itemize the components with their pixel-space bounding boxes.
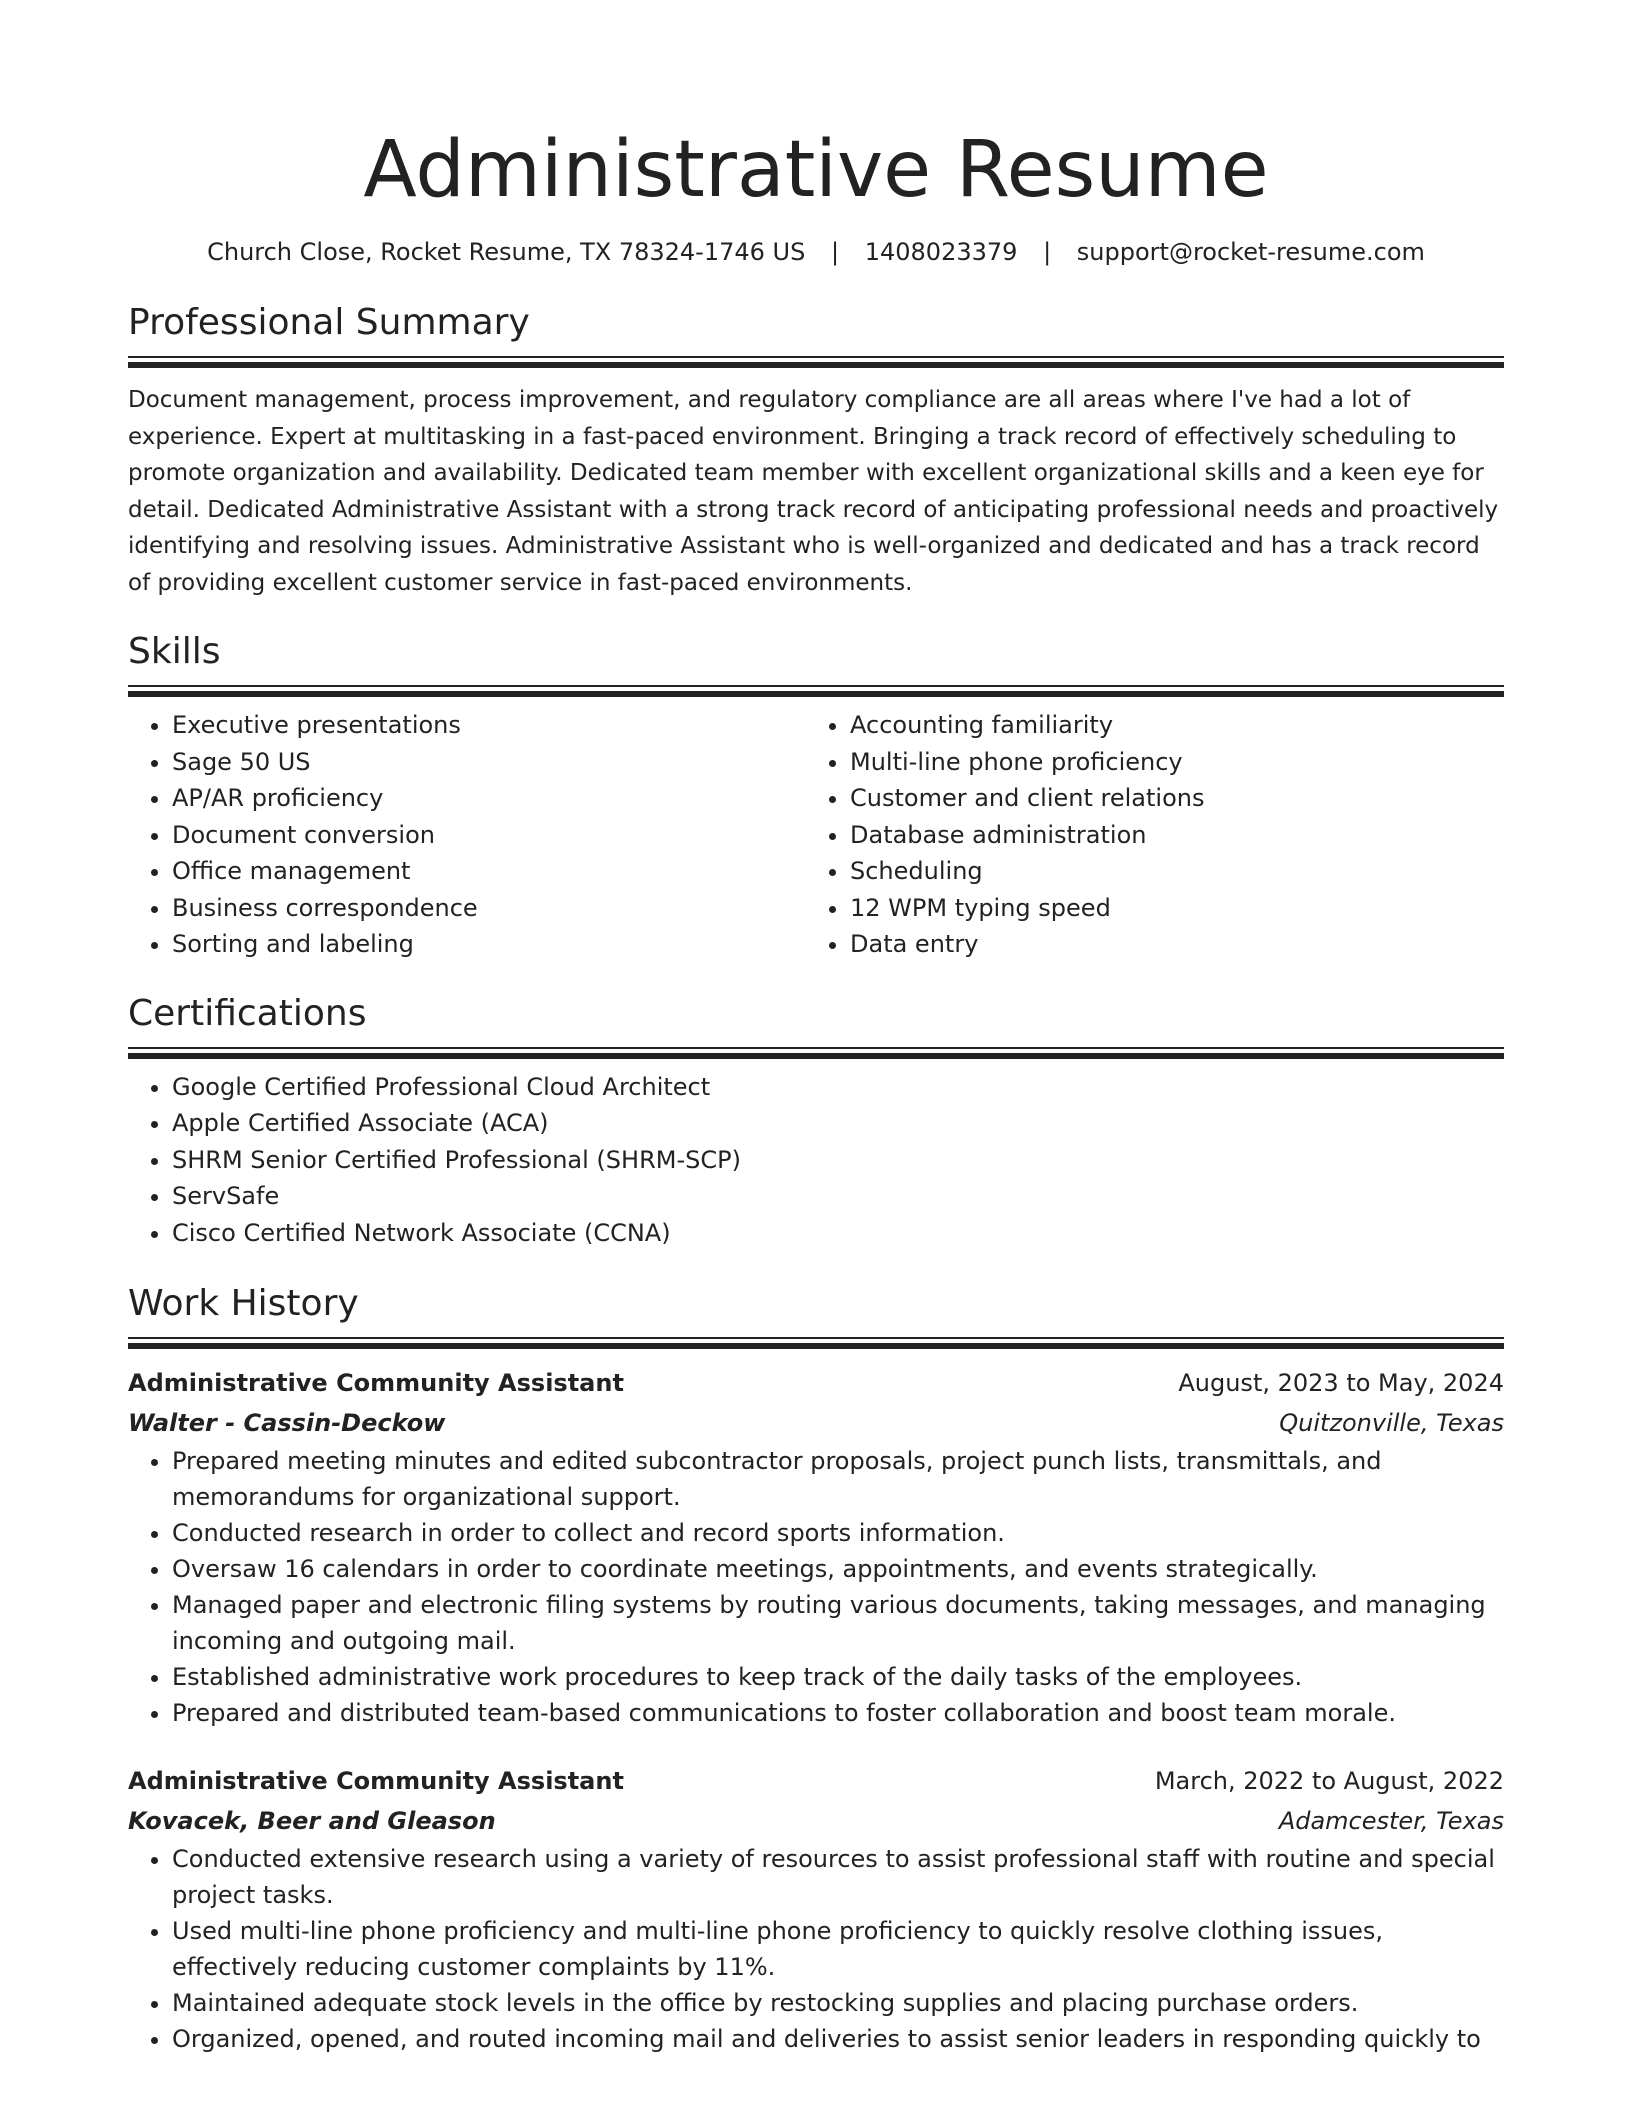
summary-title: Professional Summary — [128, 302, 530, 343]
job-location: Adamcester, Texas — [1278, 1807, 1504, 1835]
job-dates: March, 2022 to August, 2022 — [1154, 1767, 1504, 1795]
work-history-section — [128, 1281, 1504, 2057]
job-duty: • Established administrative work procedures to keep track of the daily tasks of the employees. — [172, 1659, 1504, 1695]
skill-item: • Executive presentations — [172, 707, 806, 744]
certification-item: • ServSafe — [172, 1178, 1504, 1215]
job-duty: • Oversaw 16 calendars in order to coordinate meetings, appointments, and events strategically. — [172, 1551, 1504, 1587]
certification-item: • Cisco Certified Network Associate (CCNA) — [172, 1215, 1504, 1252]
job-duty: • Used multi-line phone proficiency and multi-line phone proficiency to quickly resolve clothing issues, effectively reducing customer complaints by 11%. — [172, 1913, 1504, 1985]
contact-address: Church Close, Rocket Resume, TX 78324-1746 US — [207, 238, 806, 266]
section-divider — [128, 1337, 1504, 1339]
job-header — [128, 1761, 1504, 1801]
certification-item: • Google Certified Professional Cloud Architect — [172, 1069, 1504, 1106]
certifications-title: Certifications — [128, 992, 367, 1034]
skill-item: • Data entry — [850, 926, 1484, 963]
skill-item: • Accounting familiarity — [850, 707, 1484, 744]
job-duty: • Prepared meeting minutes and edited subcontractor proposals, project punch lists, transmittals, and memorandums for organizational support. — [172, 1443, 1504, 1515]
skills-column-left — [128, 707, 806, 963]
job-duties-list — [128, 1841, 1504, 2057]
job-title: Administrative Community Assistant — [128, 1369, 624, 1397]
skill-item: • Business correspondence — [172, 890, 806, 927]
job-company: Walter - Cassin-Deckow — [128, 1409, 446, 1437]
summary-text: Document management, process improvement, and regulatory compliance are all areas where I've had a lot of experience. Expert at multitasking in a fast-paced environment. Bringing a track record of effectively scheduling to promote organization and availability. Dedicated team member with excellent organizational skills and a keen eye for detail. Dedicated Administrative Assistant with a strong track record of anticipating professional needs and proactively identifying and resolving issues. Administrative Assistant who is well-organized and dedicated and has a track record of providing excellent customer service in fast-paced environments. — [128, 387, 1499, 596]
contact-line — [128, 236, 1504, 268]
job-location: Quitzonville, Texas — [1279, 1409, 1504, 1437]
job-duty: • Organized, opened, and routed incoming mail and deliveries to assist senior leaders in responding quickly to — [172, 2021, 1504, 2057]
contact-separator: | — [830, 238, 840, 266]
job-duty: • Maintained adequate stock levels in the office by restocking supplies and placing purchase orders. — [172, 1985, 1504, 2021]
job-entry — [128, 1761, 1504, 2057]
skills-title: Skills — [128, 631, 221, 672]
job-dates: August, 2023 to May, 2024 — [1178, 1369, 1504, 1397]
certification-item: • SHRM Senior Certified Professional (SHRM-SCP) — [172, 1142, 1504, 1179]
skill-item: • Sage 50 US — [172, 744, 806, 781]
section-divider — [128, 691, 1504, 697]
job-duty: • Managed paper and electronic filing systems by routing various documents, taking messages, and managing incoming and outgoing mail. — [172, 1587, 1504, 1659]
skill-item: • Document conversion — [172, 817, 806, 854]
skills-list-left — [128, 707, 806, 963]
job-duty: • Conducted research in order to collect and record sports information. — [172, 1515, 1504, 1551]
resume-page — [128, 0, 1504, 2057]
job-subheader — [128, 1403, 1504, 1443]
skills-list-right — [806, 707, 1484, 963]
resume-name: Administrative Resume — [363, 125, 1269, 215]
skill-item: • Database administration — [850, 817, 1484, 854]
job-title: Administrative Community Assistant — [128, 1767, 624, 1795]
section-divider — [128, 356, 1504, 358]
certification-item: • Apple Certified Associate (ACA) — [172, 1105, 1504, 1142]
section-divider — [128, 362, 1504, 368]
skill-item: • Sorting and labeling — [172, 926, 806, 963]
certifications-section — [128, 991, 1504, 1252]
skills-section — [128, 629, 1504, 963]
contact-phone: 1408023379 — [864, 238, 1018, 266]
job-subheader — [128, 1801, 1504, 1841]
skills-column-right — [806, 707, 1484, 963]
skill-item: • Customer and client relations — [850, 780, 1484, 817]
section-divider — [128, 1343, 1504, 1349]
work-history-title: Work History — [128, 1283, 359, 1324]
skill-item: • AP/AR proficiency — [172, 780, 806, 817]
section-divider — [128, 685, 1504, 687]
job-duty: • Prepared and distributed team-based communications to foster collaboration and boost team morale. — [172, 1695, 1504, 1731]
skill-item: • 12 WPM typing speed — [850, 890, 1484, 927]
skill-item: • Scheduling — [850, 853, 1484, 890]
skill-item: • Multi-line phone proficiency — [850, 744, 1484, 781]
section-divider — [128, 1047, 1504, 1049]
certifications-list — [128, 1069, 1504, 1252]
job-company: Kovacek, Beer and Gleason — [128, 1807, 496, 1835]
section-divider — [128, 1053, 1504, 1059]
skills-columns — [128, 707, 1504, 963]
summary-section — [128, 300, 1504, 601]
job-entry — [128, 1363, 1504, 1731]
job-duties-list — [128, 1443, 1504, 1731]
job-header — [128, 1363, 1504, 1403]
contact-separator: | — [1043, 238, 1052, 266]
contact-email: support@rocket-resume.com — [1076, 238, 1425, 266]
job-duty: • Conducted extensive research using a variety of resources to assist professional staff with routine and special project tasks. — [172, 1841, 1504, 1913]
skill-item: • Office management — [172, 853, 806, 890]
